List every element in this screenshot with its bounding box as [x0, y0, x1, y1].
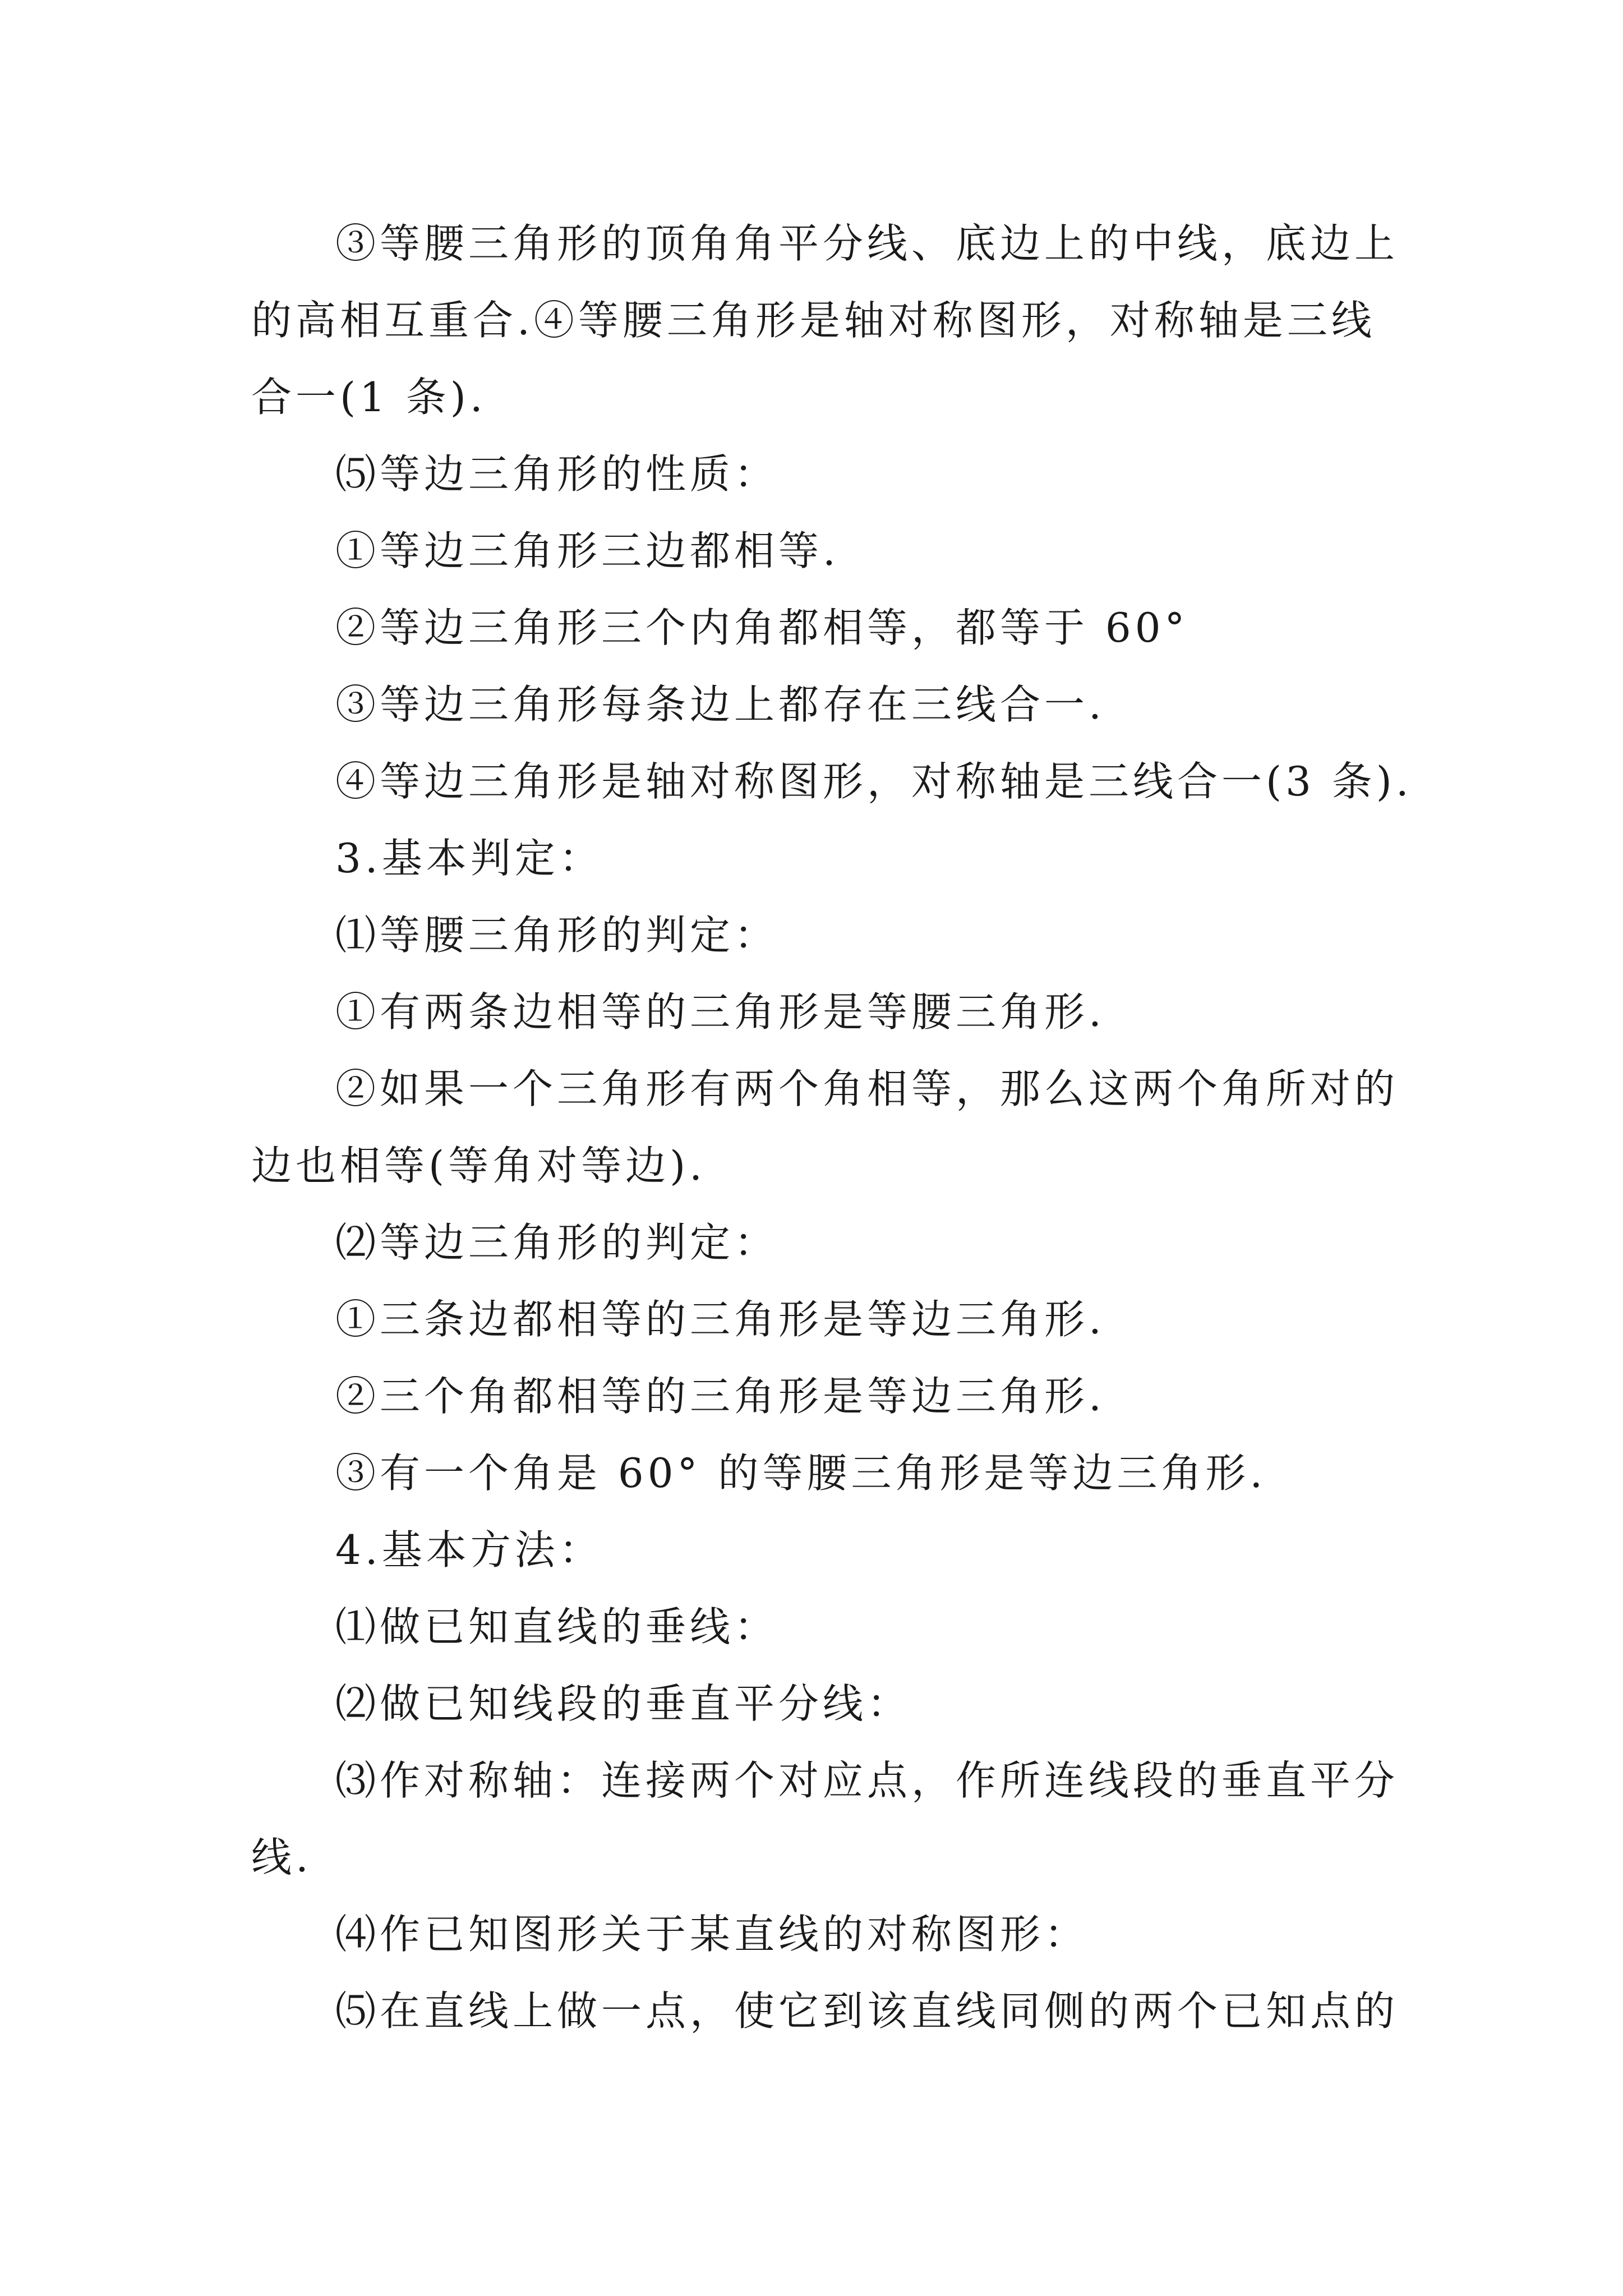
- text-line-8: ④等边三角形是轴对称图形，对称轴是三线合一(3 条).: [335, 758, 1413, 805]
- text-line-14: ⑵等边三角形的判定：: [335, 1219, 779, 1266]
- text-line-22: 线.: [251, 1834, 312, 1881]
- document-page: [251, 205, 1413, 2050]
- text-line-12: ②如果一个三角形有两个角相等，那么这两个角所对的: [335, 1065, 1399, 1112]
- text-line-19: ⑴做已知直线的垂线：: [335, 1603, 779, 1650]
- text-line-18: 4.基本方法：: [335, 1526, 603, 1573]
- text-line-10: ⑴等腰三角形的判定：: [335, 912, 779, 959]
- text-line-15: ①三条边都相等的三角形是等边三角形.: [335, 1296, 1105, 1343]
- text-line-2: 的高相互重合.④等腰三角形是轴对称图形，对称轴是三线: [251, 297, 1376, 344]
- text-line-3: 合一(1 条).: [251, 374, 487, 421]
- text-line-20: ⑵做已知线段的垂直平分线：: [335, 1680, 912, 1727]
- text-line-5: ①等边三角形三边都相等.: [335, 527, 840, 574]
- text-line-1: ③等腰三角形的顶角角平分线、底边上的中线，底边上: [335, 220, 1399, 267]
- text-line-24: ⑸在直线上做一点，使它到该直线同侧的两个已知点的: [335, 1987, 1399, 2035]
- text-line-13: 边也相等(等角对等边).: [251, 1142, 707, 1189]
- text-line-16: ②三个角都相等的三角形是等边三角形.: [335, 1373, 1105, 1420]
- text-line-23: ⑷作已知图形关于某直线的对称图形：: [335, 1911, 1089, 1958]
- text-line-11: ①有两条边相等的三角形是等腰三角形.: [335, 988, 1105, 1036]
- text-line-17: ③有一个角是 60° 的等腰三角形是等边三角形.: [335, 1450, 1267, 1497]
- text-line-9: 3.基本判定：: [335, 835, 603, 882]
- text-line-4: ⑸等边三角形的性质：: [335, 450, 779, 498]
- text-line-21: ⑶作对称轴：连接两个对应点，作所连线段的垂直平分: [335, 1757, 1399, 1804]
- text-line-7: ③等边三角形每条边上都存在三线合一.: [335, 681, 1105, 728]
- text-line-6: ②等边三角形三个内角都相等，都等于 60°: [335, 604, 1189, 651]
